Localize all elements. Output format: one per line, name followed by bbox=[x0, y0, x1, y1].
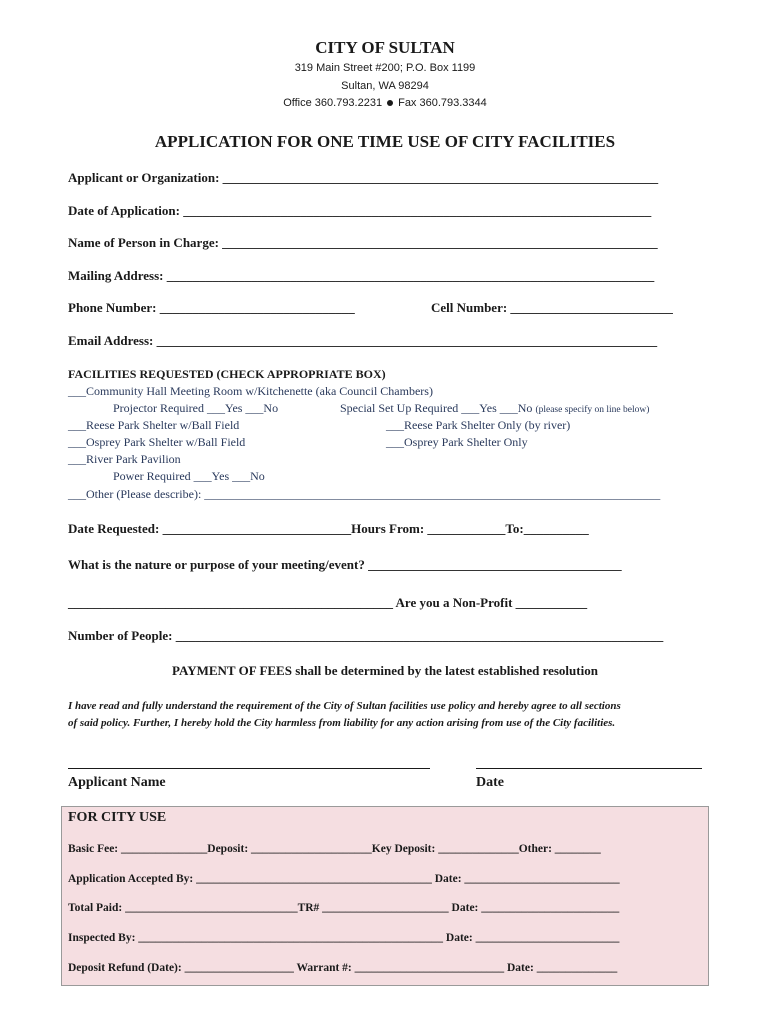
total-paid-row[interactable]: Total Paid: ______________________________TR# ______________________ Date: ________________________ bbox=[68, 902, 620, 914]
bullet-icon bbox=[387, 100, 393, 106]
reese-ball-field-option[interactable]: ___Reese Park Shelter w/Ball Field bbox=[68, 418, 240, 432]
city-name: CITY OF SULTAN bbox=[315, 38, 455, 57]
special-setup-label: Special Set Up Required ___Yes ___No bbox=[340, 401, 533, 415]
special-setup-option[interactable] bbox=[340, 401, 649, 416]
payment-note: PAYMENT OF FEES shall be determined by the latest established resolution bbox=[172, 663, 598, 678]
date-label: Date bbox=[476, 775, 504, 790]
river-park-option[interactable]: ___River Park Pavilion bbox=[68, 452, 181, 466]
nonprofit-field[interactable]: __________________________________________________ Are you a Non-Profit ___________ bbox=[68, 595, 588, 610]
date-signature-line[interactable] bbox=[476, 768, 702, 769]
form-title: APPLICATION FOR ONE TIME USE OF CITY FACILITIES bbox=[154, 132, 616, 151]
community-hall-option[interactable]: ___Community Hall Meeting Room w/Kitchenette (aka Council Chambers) bbox=[68, 384, 433, 398]
declaration-line-1: I have read and fully understand the requirement of the City of Sultan facilities use policy and hereby agree to all sections bbox=[68, 700, 621, 712]
applicant-signature-line[interactable] bbox=[68, 768, 430, 769]
office-phone: Office 360.793.2231 bbox=[283, 97, 383, 109]
declaration-line-2: of said policy. Further, I hereby hold the City harmless from liability for any action arising from use of the City facilities. bbox=[68, 717, 616, 729]
special-setup-note: (please specify on line below) bbox=[535, 405, 650, 415]
city-use-title: FOR CITY USE bbox=[68, 810, 167, 825]
cell-number-field[interactable]: Cell Number: _________________________ bbox=[431, 300, 673, 315]
number-of-people-field[interactable]: Number of People: ___________________________________________________________________________ bbox=[68, 628, 664, 643]
facilities-heading: FACILITIES REQUESTED (CHECK APPROPRIATE BOX) bbox=[68, 367, 386, 381]
projector-option[interactable]: Projector Required ___Yes ___No bbox=[113, 401, 279, 415]
reese-shelter-only-option[interactable]: ___Reese Park Shelter Only (by river) bbox=[386, 418, 571, 432]
event-purpose-field[interactable]: What is the nature or purpose of your meeting/event? _______________________________________ bbox=[68, 557, 622, 572]
other-option[interactable]: ___Other (Please describe): ____________________________________________________________________________ bbox=[68, 487, 661, 501]
address-line-2: Sultan, WA 98294 bbox=[341, 80, 429, 92]
date-requested-field[interactable]: Date Requested: _____________________________Hours From: ____________To:__________ bbox=[68, 521, 589, 536]
applicant-name-label: Applicant Name bbox=[68, 775, 166, 790]
person-in-charge-field[interactable]: Name of Person in Charge: ___________________________________________________________________ bbox=[68, 235, 658, 250]
osprey-shelter-only-option[interactable]: ___Osprey Park Shelter Only bbox=[386, 435, 528, 449]
phone-number-field[interactable]: Phone Number: ______________________________ bbox=[68, 300, 355, 315]
applicant-organization-field[interactable]: Applicant or Organization: ___________________________________________________________________ bbox=[68, 170, 659, 185]
date-of-application-field[interactable]: Date of Application: ________________________________________________________________________ bbox=[68, 203, 652, 218]
contact-line bbox=[0, 97, 770, 109]
mailing-address-field[interactable]: Mailing Address: ___________________________________________________________________________ bbox=[68, 268, 655, 283]
address-line-1: 319 Main Street #200; P.O. Box 1199 bbox=[294, 62, 476, 74]
osprey-ball-field-option[interactable]: ___Osprey Park Shelter w/Ball Field bbox=[68, 435, 246, 449]
city-use-box bbox=[61, 806, 709, 986]
application-accepted-row[interactable]: Application Accepted By: _________________________________________ Date: ___________________________ bbox=[68, 873, 620, 885]
fax-number: Fax 360.793.3344 bbox=[398, 97, 487, 109]
inspected-by-row[interactable]: Inspected By: _____________________________________________________ Date: _________________________ bbox=[68, 932, 620, 944]
deposit-refund-row[interactable]: Deposit Refund (Date): ___________________ Warrant #: __________________________ Date: ______________ bbox=[68, 962, 618, 974]
email-address-field[interactable]: Email Address: _____________________________________________________________________________ bbox=[68, 333, 658, 348]
fee-row[interactable]: Basic Fee: _______________Deposit: _____________________Key Deposit: ______________Other: ________ bbox=[68, 843, 601, 855]
power-option[interactable]: Power Required ___Yes ___No bbox=[113, 469, 265, 483]
